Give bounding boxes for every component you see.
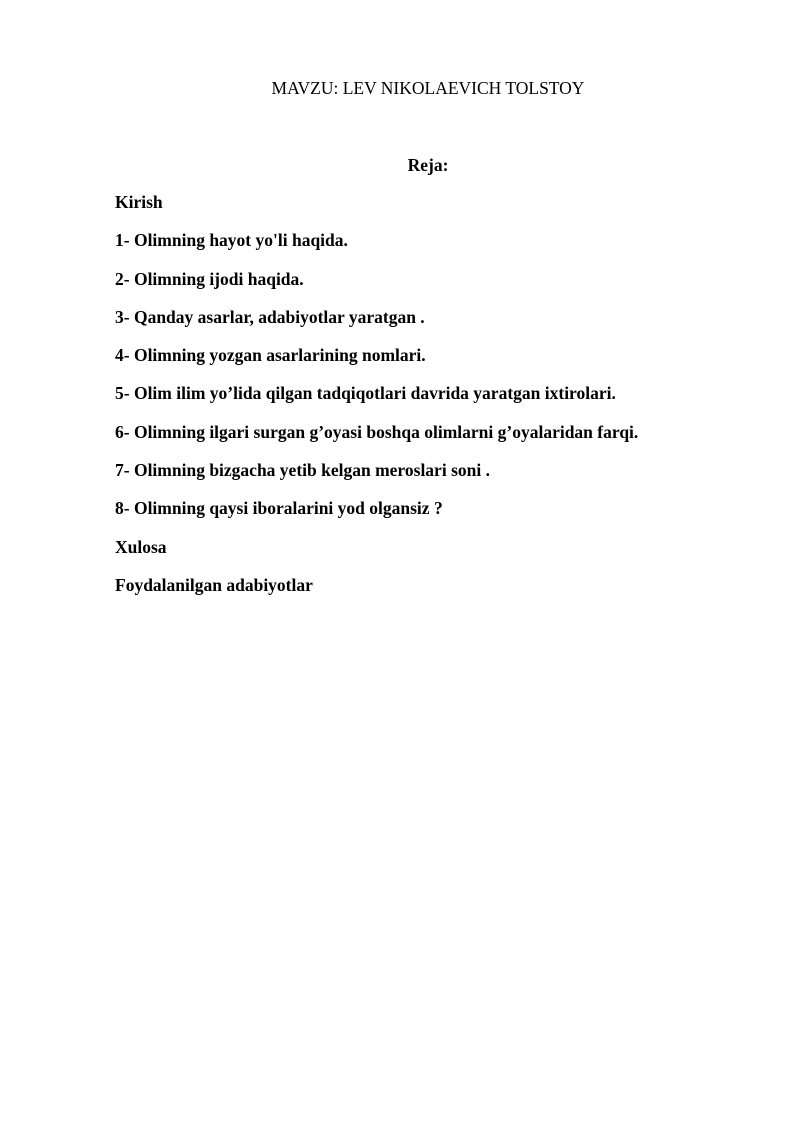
outline-item-5: 5- Olim ilim yo’lida qilgan tadqiqotlari davrida yaratgan ixtirolari. bbox=[115, 383, 616, 404]
outline-item-7: 7- Olimning bizgacha yetib kelgan meroslari soni . bbox=[115, 460, 490, 481]
outline-item-8: 8- Olimning qaysi iboralarini yod olgansiz ? bbox=[115, 498, 443, 519]
outline-item-4: 4- Olimning yozgan asarlarining nomlari. bbox=[115, 345, 426, 366]
outline-item-conclusion: Xulosa bbox=[115, 536, 167, 557]
outline-item-6: 6- Olimning ilgari surgan g’oyasi boshqa olimlarni g’oyalaridan farqi. bbox=[115, 421, 639, 442]
outline-item-1: 1- Olimning hayot yo'li haqida. bbox=[115, 230, 348, 251]
document-title: MAVZU: LEV NIKOLAEVICH TOLSTOY bbox=[271, 78, 585, 98]
outline-item-2: 2- Olimning ijodi haqida. bbox=[115, 268, 304, 289]
outline-item-3: 3- Qanday asarlar, adabiyotlar yaratgan . bbox=[115, 306, 425, 327]
plan-outline bbox=[115, 191, 638, 612]
plan-heading: Reja: bbox=[407, 155, 449, 175]
outline-item-references: Foydalanilgan adabiyotlar bbox=[115, 574, 313, 595]
outline-item-introduction: Kirish bbox=[115, 192, 163, 212]
